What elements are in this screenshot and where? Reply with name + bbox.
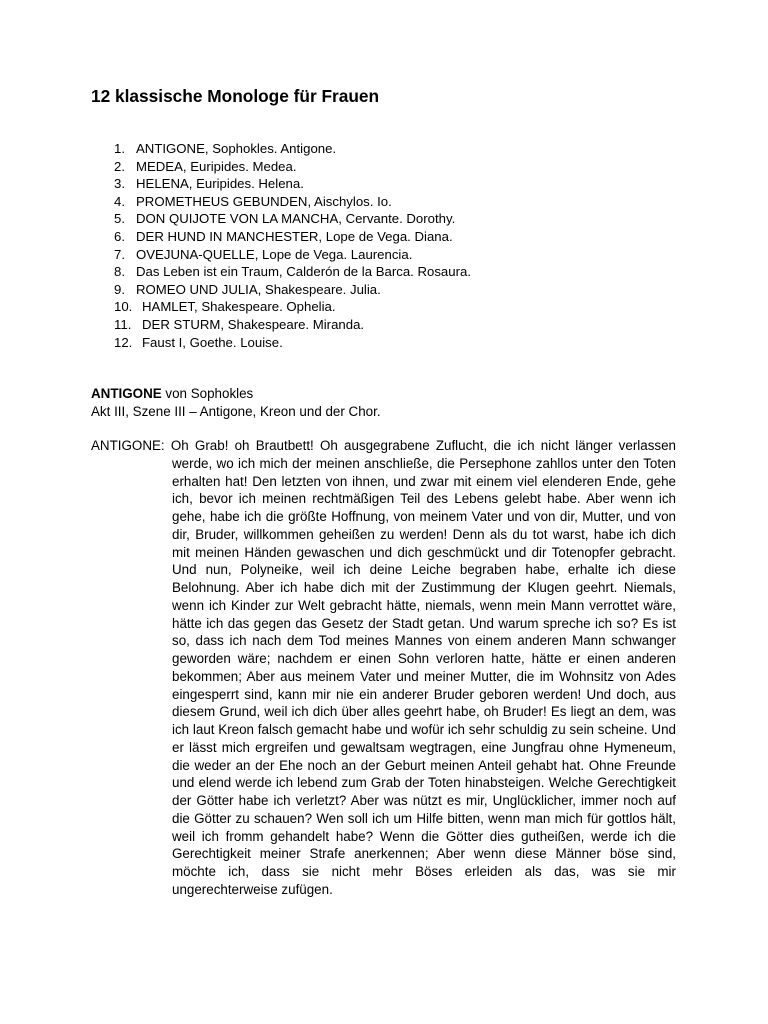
- list-text: ROMEO UND JULIA, Shakespeare. Julia.: [136, 281, 381, 297]
- list-item: [114, 210, 471, 228]
- list-text: Faust I, Goethe. Louise.: [142, 334, 283, 350]
- monologue-paragraph: [91, 437, 676, 899]
- list-text: HAMLET, Shakespeare. Ophelia.: [142, 299, 336, 315]
- monologue-block: [91, 437, 676, 899]
- list-number: 2.: [114, 158, 125, 174]
- list-text: DON QUIJOTE VON LA MANCHA, Cervante. Dorothy.: [136, 211, 456, 227]
- scene-description: Akt III, Szene III – Antigone, Kreon und der Chor.: [91, 404, 381, 419]
- list-item: [114, 175, 471, 193]
- monologue-list: [114, 140, 471, 351]
- list-text: DER STURM, Shakespeare. Miranda.: [142, 316, 365, 332]
- list-number: 6.: [114, 228, 125, 244]
- speaker-name: ANTIGONE:: [91, 438, 165, 453]
- list-item: [114, 193, 471, 211]
- play-author: von Sophokles: [161, 386, 254, 401]
- list-text: OVEJUNA-QUELLE, Lope de Vega. Laurencia.: [136, 246, 413, 262]
- play-title: ANTIGONE: [91, 386, 162, 401]
- section-heading: [91, 385, 253, 403]
- list-text: DER HUND IN MANCHESTER, Lope de Vega. Diana.: [136, 228, 453, 244]
- list-text: Das Leben ist ein Traum, Calderón de la Barca. Rosaura.: [136, 264, 471, 280]
- list-number: 1.: [114, 141, 125, 156]
- list-item: [114, 158, 471, 176]
- list-text: ANTIGONE, Sophokles. Antigone.: [136, 141, 337, 156]
- list-number: 12.: [114, 334, 133, 350]
- list-number: 9.: [114, 281, 125, 297]
- list-item: [114, 298, 471, 316]
- list-item: [114, 140, 471, 158]
- monologue-text: Oh Grab! oh Brautbett! Oh ausgegrabene Zuflucht, die ich nicht länger verlassen werde, wo ich mich der meinen anschließe, die Persephone zahllos unter den Toten erhalten hat! Den letzten von ihnen, und zwar mit einem viel elenderen Ende, gehe ich, bevor ich meinen rechtmäßigen Teil des Lebens gelebt habe. Aber wenn ich gehe, habe ich die größte Hoffnung, von meinem Vater und von dir, Mutter, und von dir, Bruder, willkommen geheißen zu werden! Denn als du tot warst, habe ich dich mit meinen Händen gewaschen und dich geschmückt und dir Totenopfer gebracht. Und nun, Polyneike, weil ich deine Leiche begraben habe, erhalte ich diese Belohnung. Aber ich habe dich mit der Zustimmung der Klugen geehrt. Niemals, wenn ich Kinder zur Welt gebracht hätte, niemals, wenn mein Mann verrottet wäre, hätte ich das gegen das Gesetz der Stadt getan. Und warum spreche ich so? Es ist so, dass ich nach dem Tod meines Mannes von einem anderen Mann schwanger geworden wäre; nachdem er einen Sohn verloren hatte, hätte er einen anderen bekommen; Aber aus meinem Vater und meiner Mutter, die im Wohnsitz von Ades eingesperrt sind, kann mir nie ein anderer Bruder geboren werden! Und doch, aus diesem Grund, weil ich dich über alles geehrt habe, oh Bruder! Es liegt an dem, was ich laut Kreon falsch gemacht habe und wofür ich sehr schuldig zu sein scheine. Und er lässt mich ergreifen und gewaltsam wegtragen, eine Jungfrau ohne Hymeneum, die weder an der Ehe noch an der Geburt meinen Anteil gehabt hat. Ohne Freunde und elend werde ich lebend zum Grab der Toten hinabsteigen. Welche Gerechtigkeit der Götter habe ich verletzt? Aber was nützt es mir, Unglücklicher, immer noch auf die Götter zu schauen? Wen soll ich um Hilfe bitten, wenn man mich für gottlos hält, weil ich fromm gehandelt habe? Wenn die Götter dies gutheißen, werde ich die Gerechtigkeit meiner Strafe anerkennen; Aber wenn diese Männer böse sind, möchte ich, dass sie nicht mehr Böses erleiden als das, was sie mir ungerechterweise zufügen.: [170, 438, 676, 897]
- list-item: [114, 228, 471, 246]
- list-item: [114, 281, 471, 299]
- list-item: [114, 334, 471, 352]
- list-number: 4.: [114, 193, 125, 209]
- list-number: 11.: [114, 316, 132, 332]
- list-text: MEDEA, Euripides. Medea.: [136, 158, 297, 174]
- list-number: 3.: [114, 176, 125, 192]
- list-text: PROMETHEUS GEBUNDEN, Aischylos. Io.: [136, 193, 392, 209]
- document-title: 12 klassische Monologe für Frauen: [91, 86, 380, 106]
- list-number: 8.: [114, 264, 125, 280]
- list-item: [114, 246, 471, 264]
- list-text: HELENA, Euripides. Helena.: [136, 176, 304, 192]
- list-number: 5.: [114, 211, 125, 227]
- list-number: 7.: [114, 246, 125, 262]
- list-number: 10.: [114, 299, 133, 315]
- list-item: [114, 316, 471, 334]
- list-item: [114, 263, 471, 281]
